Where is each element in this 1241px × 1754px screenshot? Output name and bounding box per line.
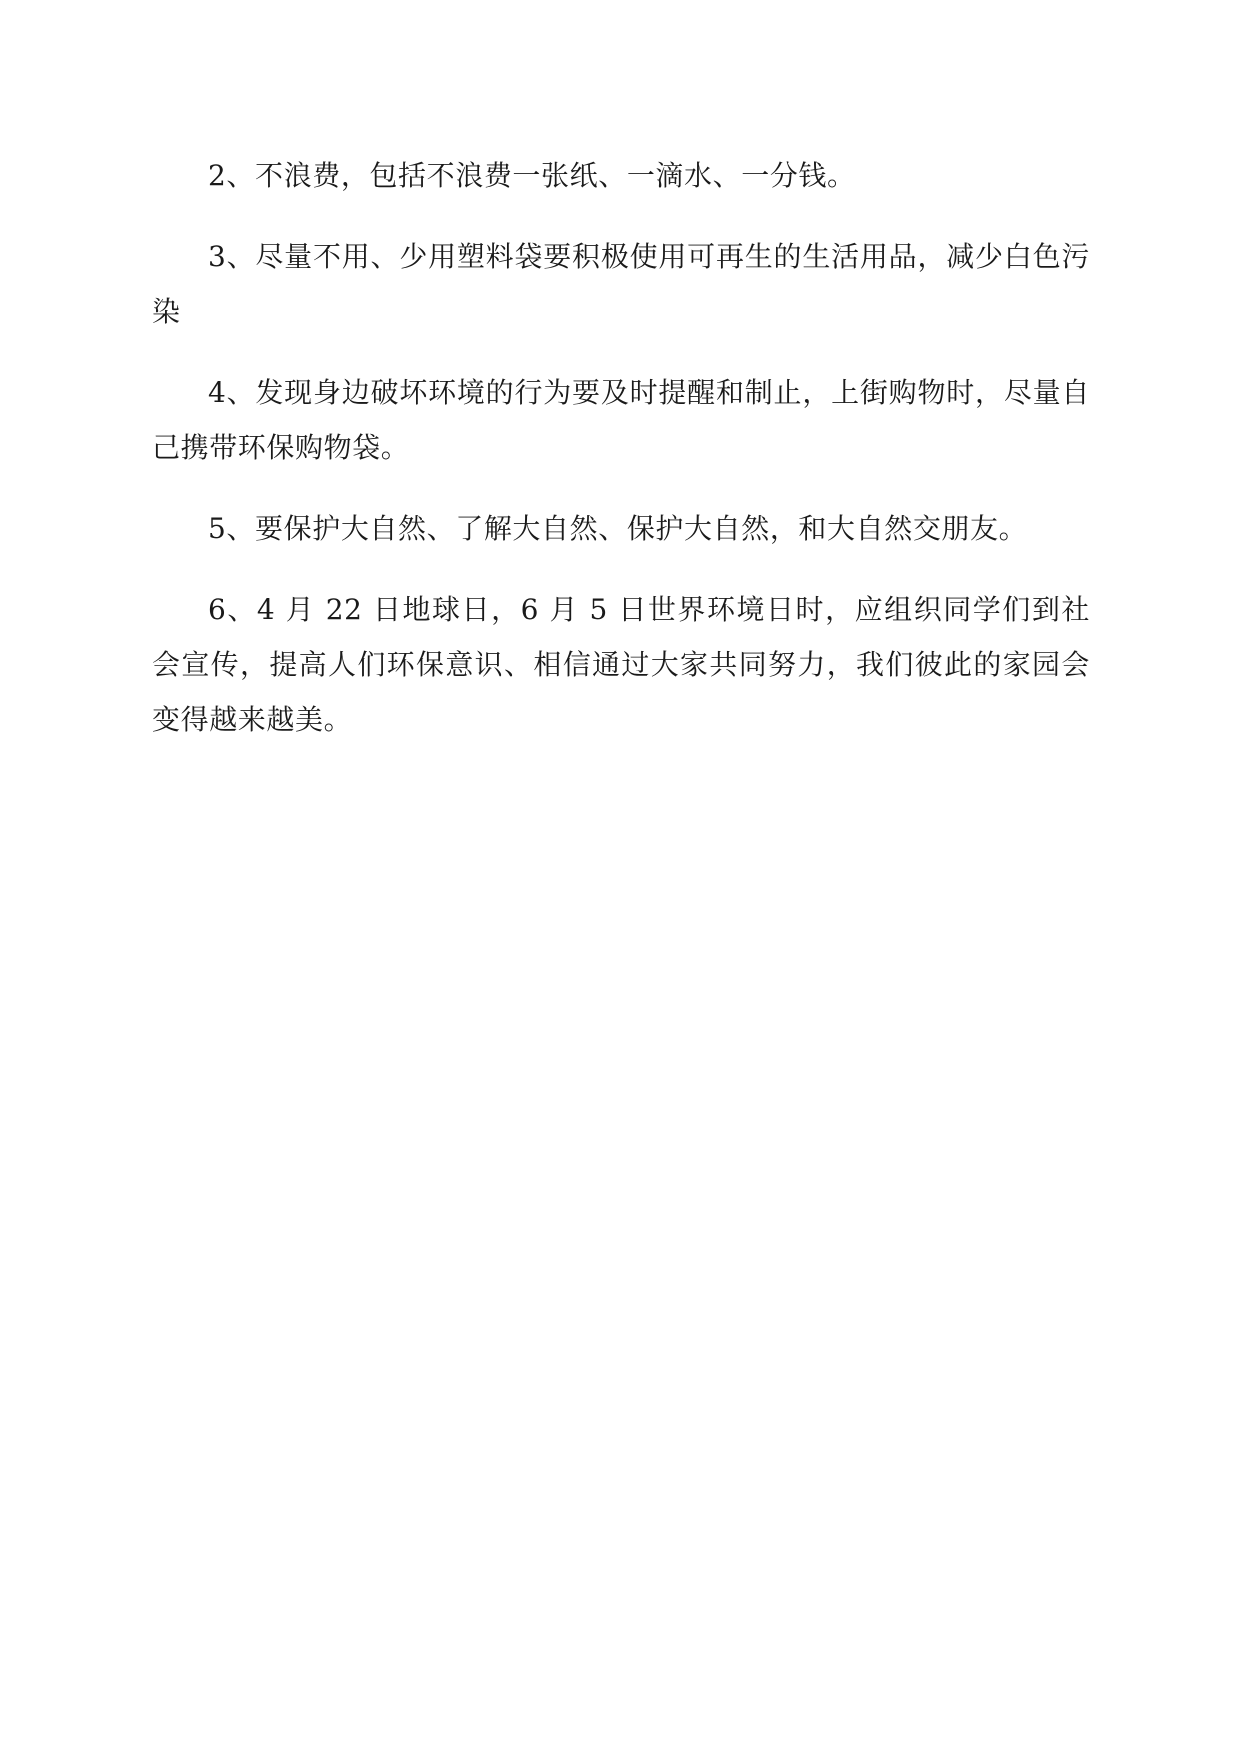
paragraph-item-3: 3、尽量不用、少用塑料袋要积极使用可再生的生活用品，减少白色污染 — [152, 240, 1090, 328]
paragraph-item-2: 2、不浪费，包括不浪费一张纸、一滴水、一分钱。 — [208, 159, 856, 192]
paragraph-item-4: 4、发现身边破坏环境的行为要及时提醒和制止，上街购物时，尽量自己携带环保购物袋。 — [152, 376, 1090, 464]
paragraph-item-5: 5、要保护大自然、了解大自然、保护大自然，和大自然交朋友。 — [208, 512, 1028, 545]
paragraph-item-6: 6、4 月 22 日地球日，6 月 5 日世界环境日时，应组织同学们到社会宣传，提高人们环保意识、相信通过大家共同努力，我们彼此的家园会变得越来越美。 — [152, 593, 1090, 736]
document-body — [152, 148, 1090, 773]
